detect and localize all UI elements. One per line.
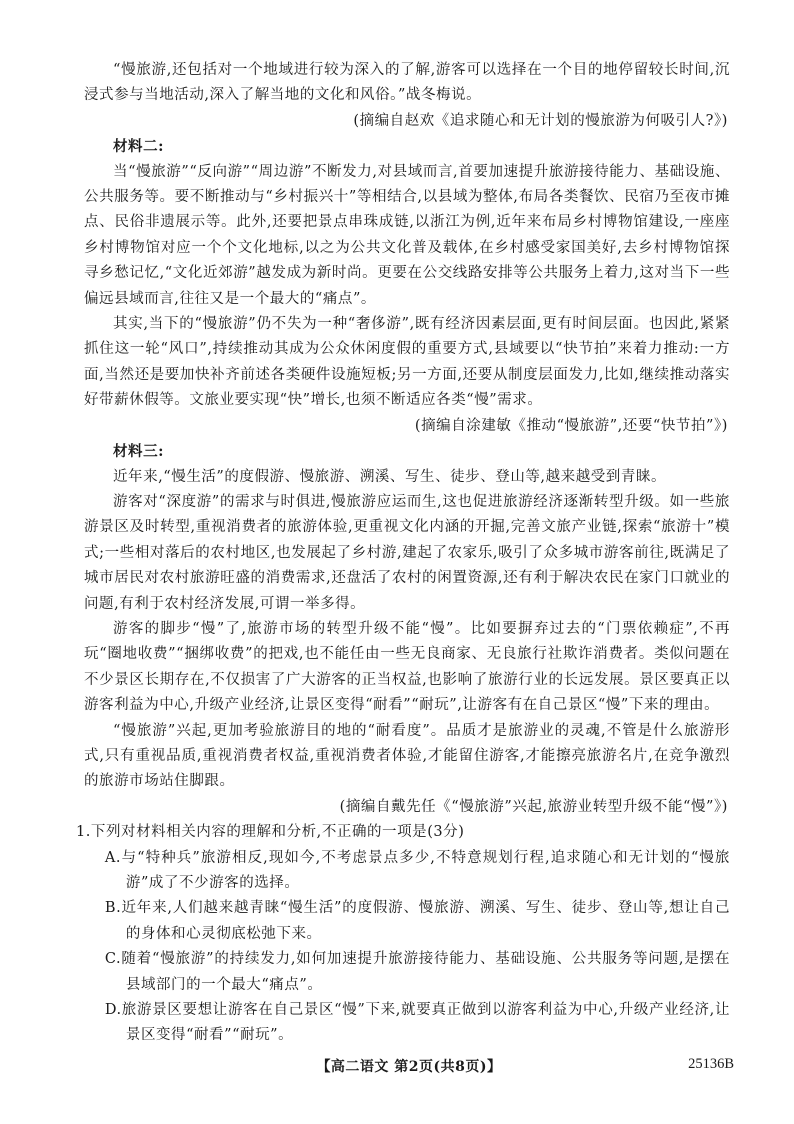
material-3-paragraph-2: 游客对“深度游”的需求与时俱进,慢旅游应运而生,这也促进旅游经济逐渐转型升级。如一些旅游景区及时转型,重视消费者的旅游体验,更重视文化内涵的开掘,完善文旅产业链,探索“旅游十”模式;一些相对落后的农村地区,也发展起了乡村游,建起了农家乐,吸引了众多城市游客前往,既满足了城市居民对农村旅游旺盛的消费需求,还盘活了农村的闲置资源,还有利于解决农民在家门口就业的问题,有利于农村经济发展,可谓一举多得。: [84, 493, 730, 612]
option-d: D.旅游景区要想让游客在自己景区“慢”下来,就要真正做到以游客利益为中心,升级产业经济,让景区变得“耐看”“耐玩”。: [104, 1002, 730, 1044]
source-citation-1: (摘编自赵欢《追求随心和无计划的慢旅游为何吸引人?》): [353, 112, 728, 129]
quote-paragraph: “慢旅游,还包括对一个地域进行较为深入的了解,游客可以选择在一个目的地停留较长时间,沉浸式参与当地活动,深入了解当地的文化和风俗。”战冬梅说。: [84, 62, 730, 104]
material-2-paragraph-1: 当“慢旅游”“反向游”“周边游”不断发力,对县域而言,首要加速提升旅游接待能力、基础设施、公共服务等。要不断推动与“乡村振兴十”等相结合,以县域为整体,布局各类餐饮、民宿乃至夜市摊点、民俗非遗展示等。此外,还要把景点串珠成链,以浙江为例,近年来布局乡村博物馆建设,一座座乡村博物馆对应一个个文化地标,以之为公共文化普及载体,在乡村感受家国美好,去乡村博物馆探寻乡愁记忆,“文化近郊游”越发成为新时尚。更要在公交线路安排等公共服务上着力,这对当下一些偏远县域而言,往往又是一个最大的“痛点”。: [84, 163, 730, 307]
material-3-paragraph-4: “慢旅游”兴起,更加考验旅游目的地的“耐看度”。品质才是旅游业的灵魂,不管是什么旅游形式,只有重视品质,重视消费者权益,重视消费者体验,才能留住游客,才能擦亮旅游名片,在竞争激烈的旅游市场站住脚跟。: [84, 722, 730, 790]
material-2-paragraph-2: 其实,当下的“慢旅游”仍不失为一种“奢侈游”,既有经济因素层面,更有时间层面。也因此,紧紧抓住这一轮“风口”,持续推动其成为公众休闲度假的重要方式,县域要以“快节拍”来着力推动:一方面,当然还是要加快补齐前述各类硬件设施短板;另一方面,还要从制度层面发力,比如,继续推动落实好带薪休假等。文旅业要实现“快”增长,也须不断适应各类“慢”需求。: [84, 316, 730, 409]
material-3-paragraph-1: 近年来,“慢生活”的度假游、慢旅游、溯溪、写生、徒步、登山等,越来越受到青睐。: [113, 468, 666, 485]
material-3-paragraph-3: 游客的脚步“慢”了,旅游市场的转型升级不能“慢”。比如要摒弃过去的“门票依赖症”,不再玩“圈地收费”“捆绑收费”的把戏,也不能任由一些无良商家、无良旅行社欺诈消费者。类似问题在不少景区长期存在,不仅损害了广大游客的正当权益,也影响了旅游行业的长远发展。景区要真正以游客利益为中心,升级产业经济,让景区变得“耐看”“耐玩”,让游客有在自己景区“慢”下来的理由。: [84, 620, 730, 714]
option-a: A.与“特种兵”旅游相反,现如今,不考虑景点多少,不特意规划行程,追求随心和无计划的“慢旅游”成了不少游客的选择。: [104, 849, 730, 891]
option-c: C.随着“慢旅游”的持续发力,如何加速提升旅游接待能力、基础设施、公共服务等问题,是摆在县域部门的一个最大“痛点”。: [104, 951, 730, 993]
source-citation-3: (摘编自戴先任《“慢旅游”兴起,旅游业转型升级不能“慢”》): [339, 798, 728, 815]
option-b: B.近年来,人们越来越青睐“慢生活”的度假游、慢旅游、溯溪、写生、徒步、登山等,想让自己的身体和心灵彻底松弛下来。: [104, 900, 730, 942]
footer-exam-code: 25136B: [688, 1056, 734, 1072]
source-citation-2: (摘编自涂建敏《推动“慢旅游”,还要“快节拍”》): [414, 417, 728, 434]
material-2-heading: 材料二:: [113, 138, 165, 156]
footer-page-info: 【高二语文 第2页(共8页)】: [316, 1059, 502, 1075]
page-footer: [84, 1056, 734, 1076]
question-1: 1.下列对材料相关内容的理解和分析,不正确的一项是(3分): [76, 824, 465, 841]
material-3-heading: 材料三:: [113, 443, 165, 461]
